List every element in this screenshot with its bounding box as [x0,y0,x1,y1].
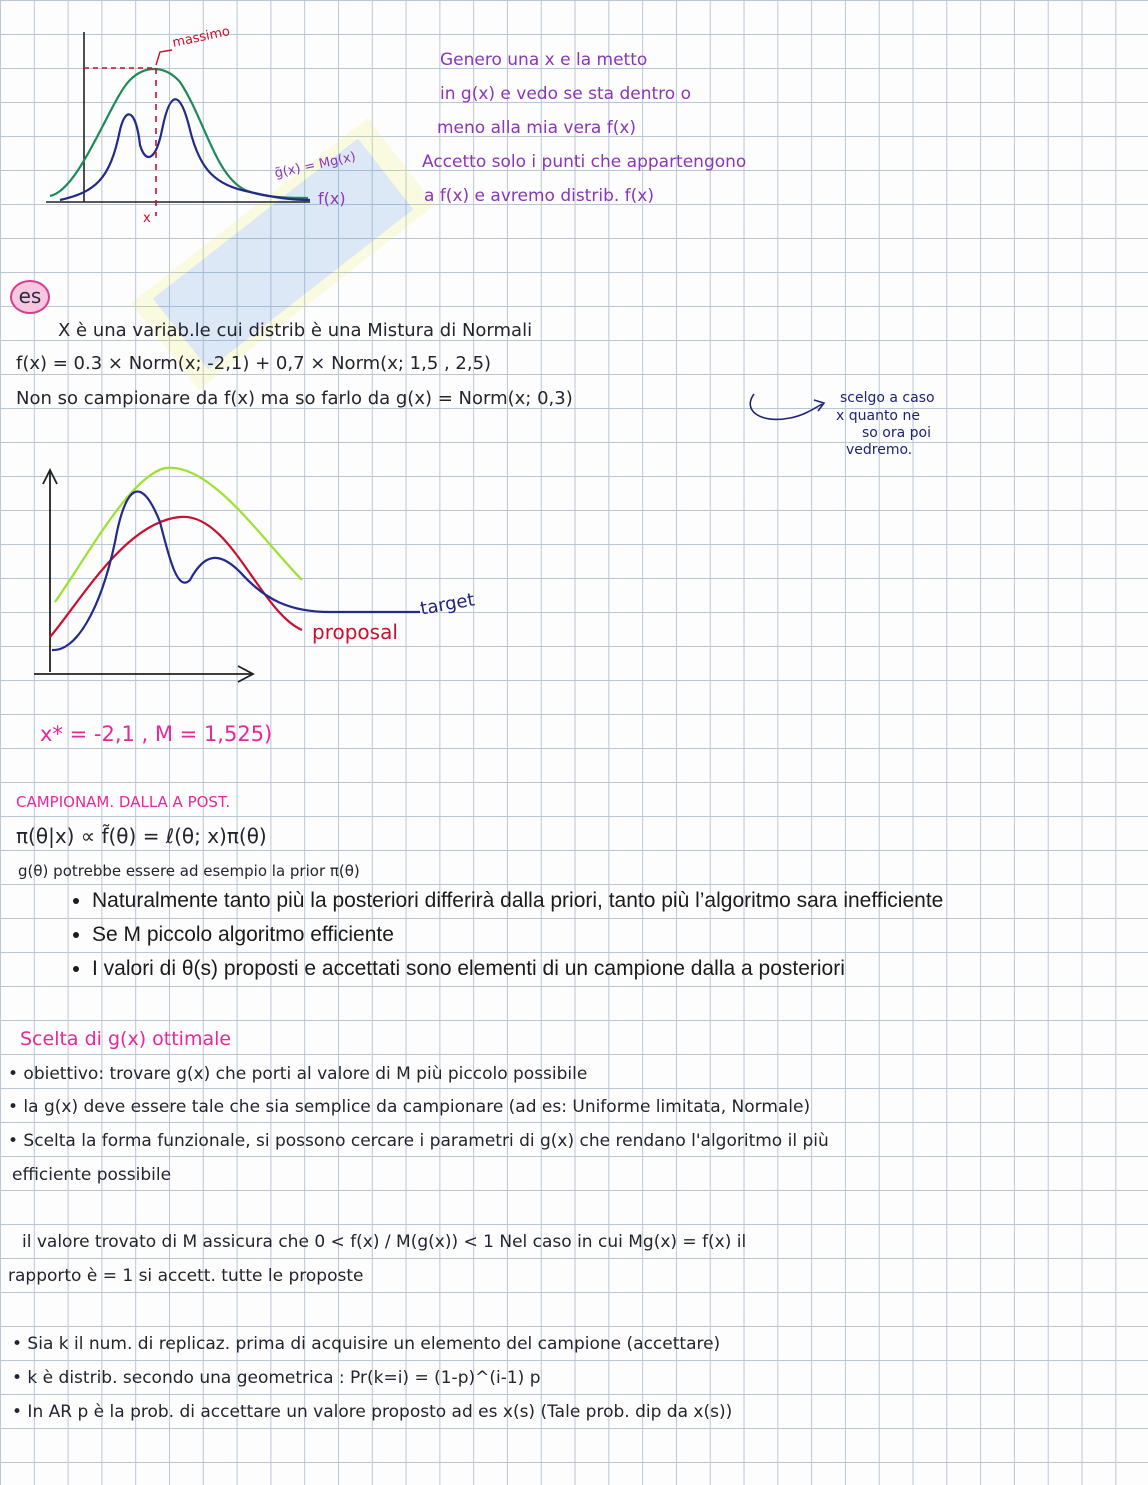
diagram-rejection-sampling [40,20,320,230]
note-line-2: in g(x) e vedo se sta dentro o [440,84,691,104]
es-badge: es [10,280,50,314]
label-target: target [418,589,477,620]
label-x-axis: x [143,211,151,226]
result-line: x* = -2,1 , M = 1,525) [40,722,273,746]
side-note-2: x quanto ne [836,408,920,424]
label-massimo: massimo [171,24,232,51]
bullet-list [60,884,943,986]
side-note-4: vedremo. [846,442,913,458]
massimo-arrow [156,50,172,65]
diagram-target-proposal [30,462,330,687]
side-note-arrow [740,392,830,432]
gx-line-4: efficiente possibile [12,1165,172,1185]
bullet-item: • Naturalmente tanto più la posteriori differirà dalla priori, tanto più l’algoritmo sara inefficiente [92,884,943,918]
bullet-item: • I valori di θ(s) proposti e accettati sono elementi di un campione dalla a posteriori [92,952,943,986]
label-gx: g̃(x) = Mg(x) [273,149,358,182]
formula-posteriori: π(θ|x) ∝ f̃(θ) = ℓ(θ; x)π(θ) [16,824,267,848]
note-line-1: Genero una x e la metto [440,50,648,70]
label-proposal: proposal [312,620,398,644]
label-fx: f(x) [318,189,346,208]
ratio-line-2: rapporto è = 1 si accett. tutte le proposte [8,1266,364,1286]
section-title-posteriori: CAMPIONAM. DALLA A POST. [16,793,231,811]
gx-line-1: • obiettivo: trovare g(x) che porti al valore di M più piccolo possibile [8,1064,588,1084]
example-line-1: X è una variab.le cui distrib è una Mistura di Normali [58,320,533,341]
note-line-5: a f(x) e avremo distrib. f(x) [424,186,654,206]
bullet-item: • Se M piccolo algoritmo efficiente [92,918,943,952]
side-note-1: scelgo a caso [840,390,935,406]
note-prior: g(θ) potrebbe essere ad esempio la prior π(θ) [18,862,360,880]
ratio-line-1: il valore trovato di M assicura che 0 < f(x) / M(g(x)) < 1 Nel caso in cui Mg(x) = f(x) il [22,1232,747,1252]
target-curve [60,99,310,200]
side-note-3: so ora poi [862,425,932,441]
example-line-3: Non so campionare da f(x) ma so farlo da g(x) = Norm(x; 0,3) [16,388,573,409]
note-line-3: meno alla mia vera f(x) [437,118,637,138]
geom-line-2: • k è distrib. secondo una geometrica : Pr(k=i) = (1-p)^(i-1) p [12,1368,541,1388]
example-line-2: f(x) = 0.3 × Norm(x; -2,1) + 0,7 × Norm(x; 1,5 , 2,5) [16,353,492,374]
gx-line-2: • la g(x) deve essere tale che sia semplice da campionare (ad es: Uniforme limitata, Normale) [8,1097,811,1117]
note-line-4: Accetto solo i punti che appartengono [422,152,747,172]
gx-line-3: • Scelta la forma funzionale, si possono cercare i parametri di g(x) che rendano l'algoritmo il più [8,1131,829,1151]
section-title-gx-optimal: Scelta di g(x) ottimale [20,1028,232,1050]
envelope-curve [50,69,308,198]
geom-line-1: • Sia k il num. di replicaz. prima di acquisire un elemento del campione (accettare) [12,1334,721,1354]
geom-line-3: • In AR p è la prob. di accettare un valore proposto ad es x(s) (Tale prob. dip da x(s)) [12,1402,733,1422]
